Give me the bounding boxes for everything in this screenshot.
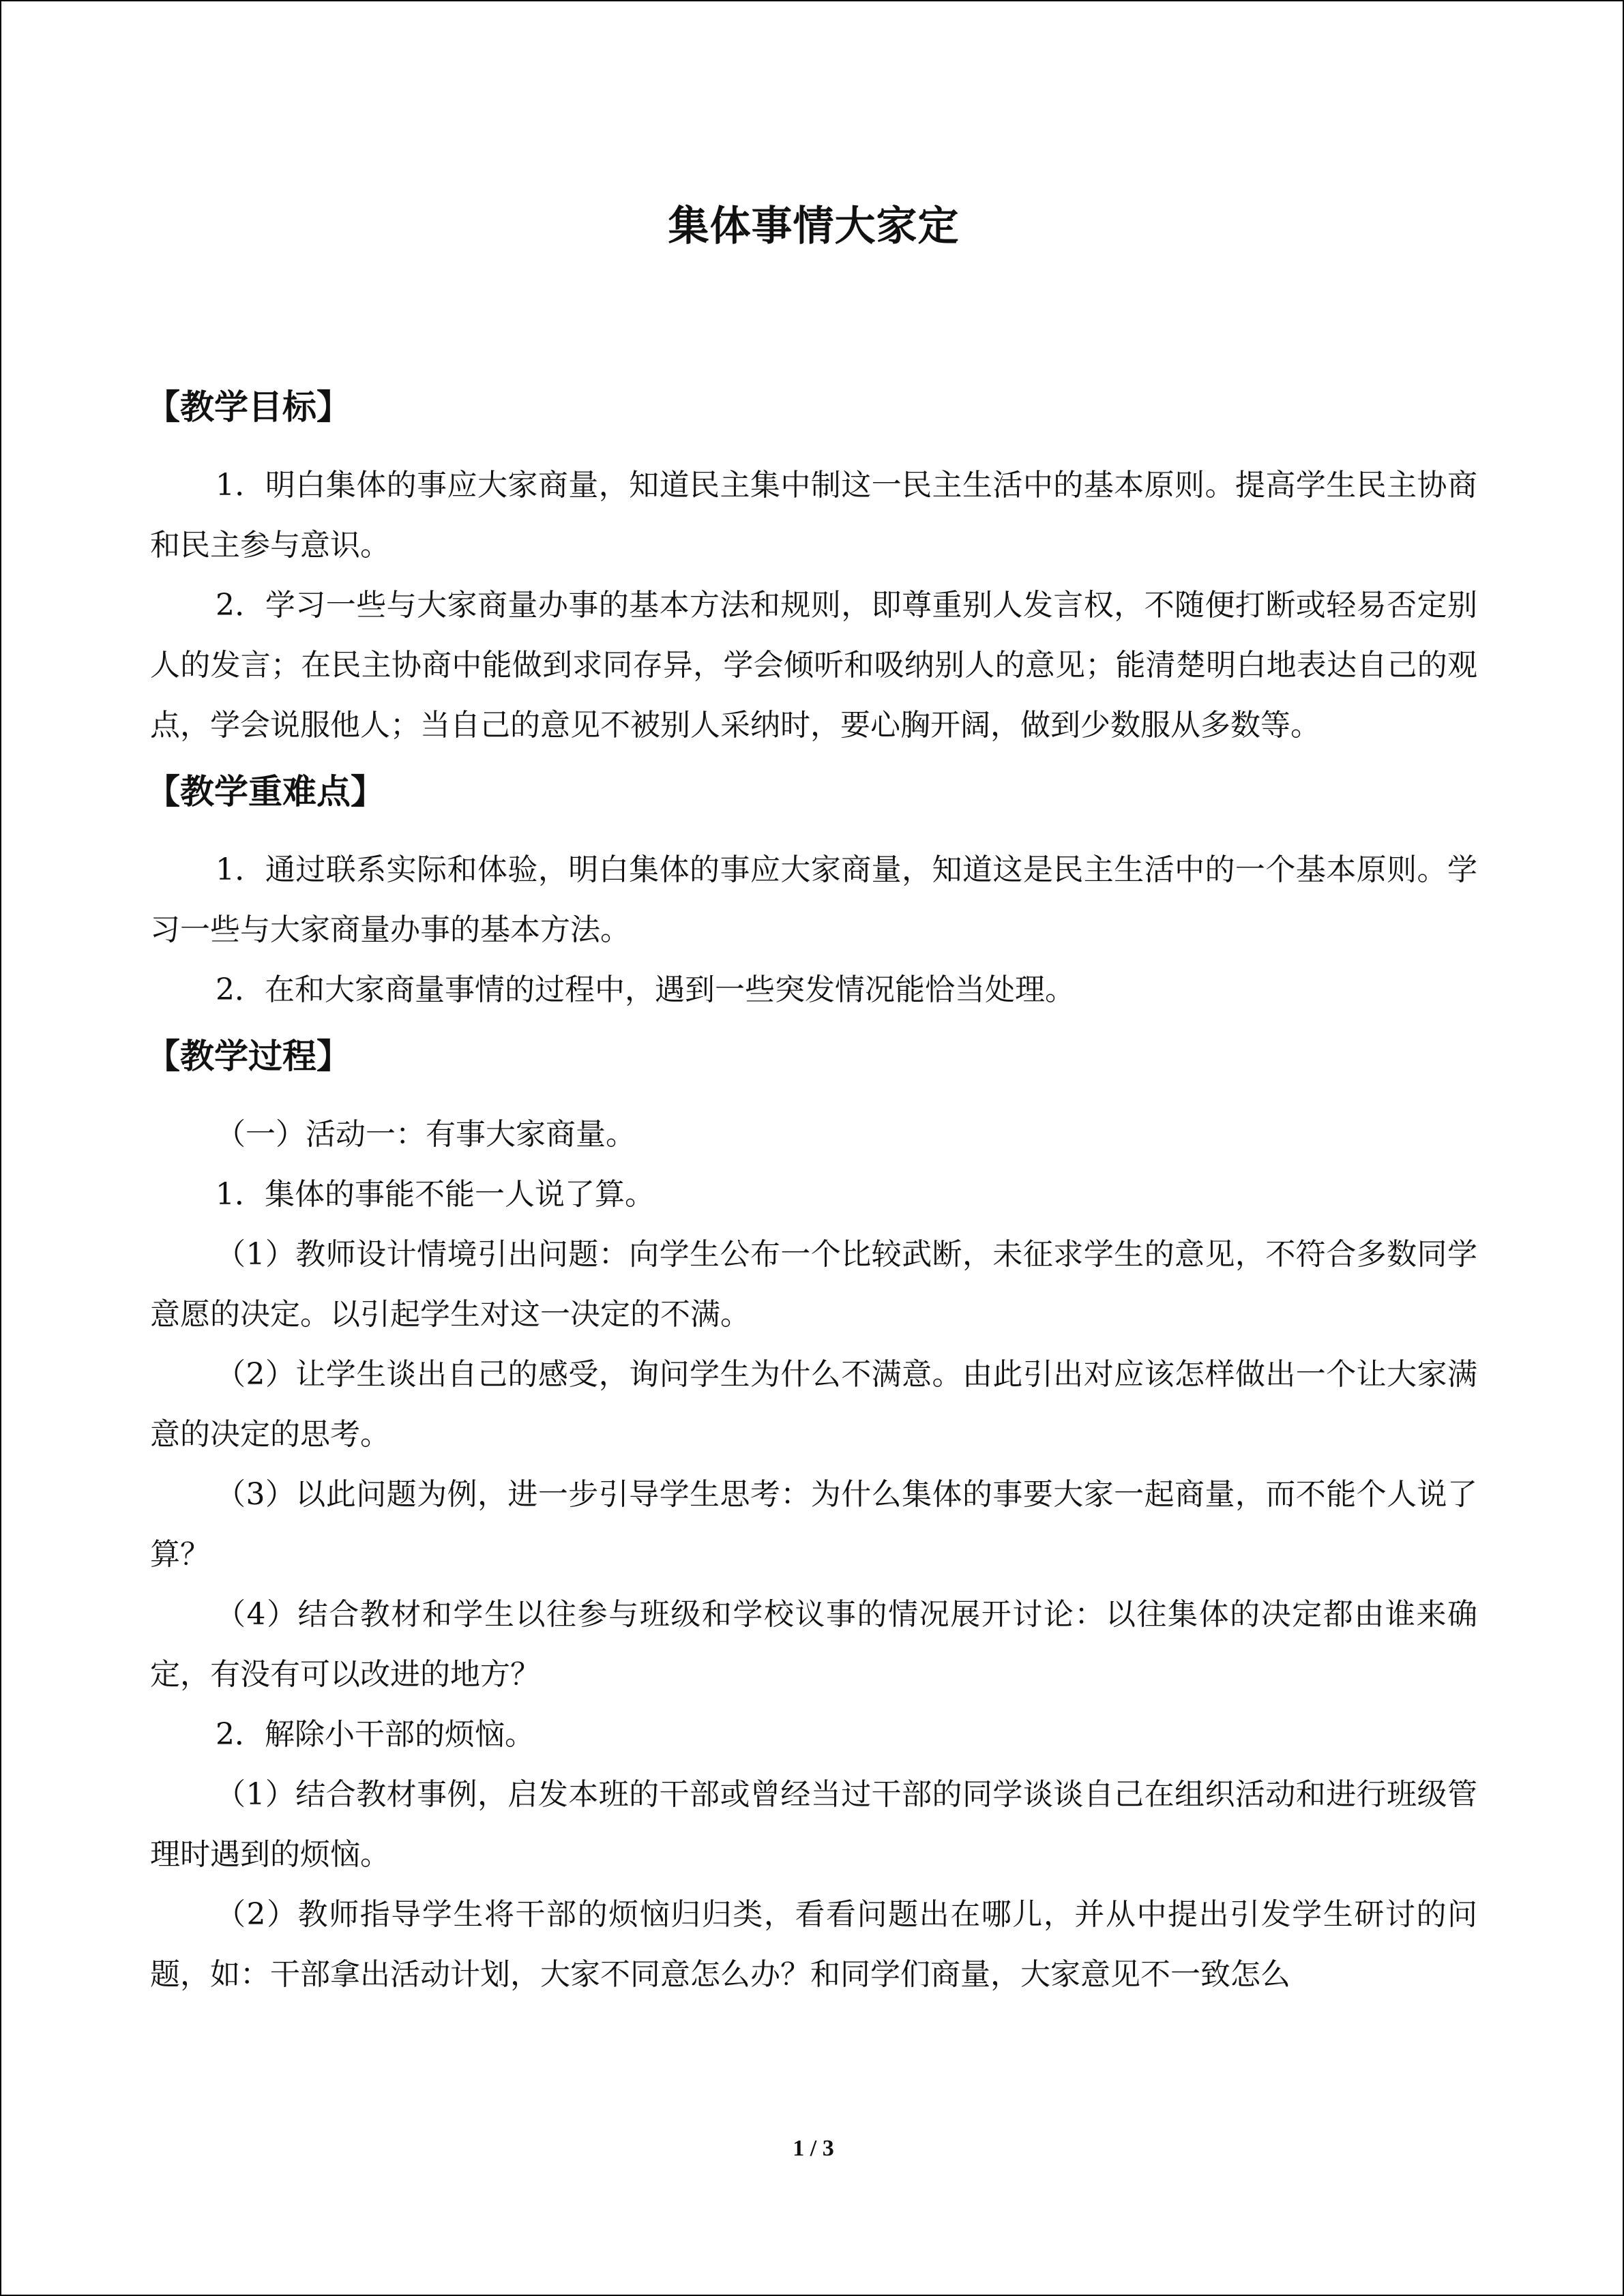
section-heading: 【教学目标】 — [146, 387, 351, 427]
section-teaching-goals — [146, 387, 1477, 756]
page-title: 集体事情大家定 — [668, 203, 960, 250]
paragraph: （2）让学生谈出自己的感受，询问学生为什么不满意。由此引出对应该怎样做出一个让大家满意的决定的思考。 — [150, 1357, 1477, 1452]
page-number: 1 / 3 — [793, 2136, 834, 2161]
section-heading: 【教学过程】 — [146, 1036, 351, 1076]
paragraph: 1．明白集体的事应大家商量，知道民主集中制这一民主生活中的基本原则。提高学生民主协商和民主参与意识。 — [150, 468, 1477, 563]
paragraph: （3）以此问题为例，进一步引导学生思考：为什么集体的事要大家一起商量，而不能个人说了算？ — [150, 1477, 1477, 1572]
paragraph: （1）教师设计情境引出问题：向学生公布一个比较武断，未征求学生的意见，不符合多数同学意愿的决定。以引起学生对这一决定的不满。 — [150, 1237, 1477, 1332]
paragraph: 2．学习一些与大家商量办事的基本方法和规则，即尊重别人发言权，不随便打断或轻易否定别人的发言；在民主协商中能做到求同存异，学会倾听和吸纳别人的意见；能清楚明白地表达自己的观点，学会说服他人；当自己的意见不被别人采纳时，要心胸开阔，做到少数服从多数等。 — [150, 588, 1477, 743]
paragraph: 1．集体的事能不能一人说了算。 — [216, 1177, 655, 1212]
paragraph: （1）结合教材事例，启发本班的干部或曾经当过干部的同学谈谈自己在组织活动和进行班级管理时遇到的烦恼。 — [150, 1777, 1477, 1872]
paragraph: 2．在和大家商量事情的过程中，遇到一些突发情况能恰当处理。 — [216, 972, 1075, 1007]
section-teaching-process — [146, 1036, 1477, 2005]
document-body — [146, 203, 1477, 2005]
section-key-difficulties — [146, 771, 1477, 1020]
section-heading: 【教学重难点】 — [146, 771, 385, 811]
paragraph: 1．通过联系实际和体验，明白集体的事应大家商量，知道这是民主生活中的一个基本原则。学习一些与大家商量办事的基本方法。 — [150, 852, 1477, 947]
paragraph: （4）结合教材和学生以往参与班级和学校议事的情况展开讨论：以往集体的决定都由谁来确定，有没有可以改进的地方？ — [150, 1597, 1477, 1692]
paragraph: （一）活动一：有事大家商量。 — [216, 1117, 636, 1152]
paragraph: 2．解除小干部的烦恼。 — [216, 1717, 535, 1752]
paragraph: （2）教师指导学生将干部的烦恼归归类，看看问题出在哪儿，并从中提出引发学生研讨的问题，如：干部拿出活动计划，大家不同意怎么办？和同学们商量，大家意见不一致怎么 — [150, 1897, 1477, 1992]
